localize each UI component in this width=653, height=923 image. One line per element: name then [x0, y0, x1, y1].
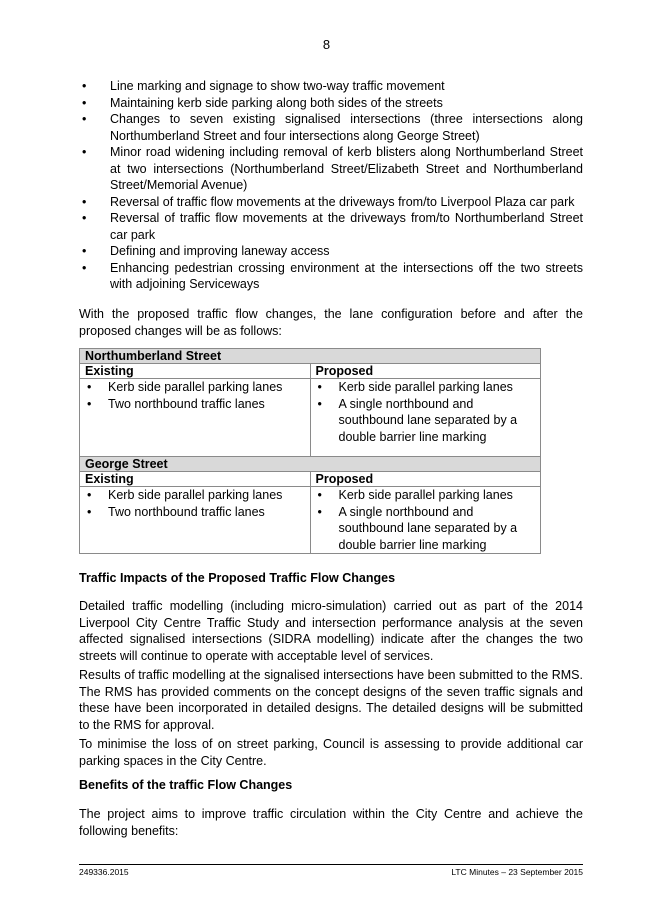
intro-paragraph: With the proposed traffic flow changes, the lane configuration before and after the proposed changes will be as follows:: [79, 307, 583, 338]
bullet-item: • Reversal of traffic flow movements at the driveways from/to Northumberland Street car park: [79, 210, 583, 243]
table-row: [80, 472, 541, 487]
list-item: • Kerb side parallel parking lanes: [316, 379, 536, 396]
table-row: [80, 487, 541, 554]
body-paragraph: To minimise the loss of on street parking, Council is assessing to provide additional car parking spaces in the City Centre.: [79, 737, 583, 768]
minutes-reference: LTC Minutes – 23 September 2015: [451, 867, 583, 877]
proposed-cell: [310, 379, 541, 457]
measures-bullet-list: [79, 78, 583, 293]
bullet-item: • Defining and improving laneway access: [79, 243, 583, 260]
table-row: [80, 364, 541, 379]
footer-divider: [79, 864, 583, 865]
proposed-column-header: Proposed: [310, 472, 541, 487]
table-row: [80, 457, 541, 472]
body-paragraph: The project aims to improve traffic circulation within the City Centre and achieve the following benefits:: [79, 807, 583, 838]
existing-column-header: Existing: [80, 472, 311, 487]
page-number: 8: [322, 37, 331, 52]
bullet-item: • Changes to seven existing signalised intersections (three intersections along Northumberland Street and four intersections along George Street): [79, 111, 583, 144]
bullet-item: • Reversal of traffic flow movements at the driveways from/to Liverpool Plaza car park: [79, 194, 583, 211]
street-header-northumberland: Northumberland Street: [80, 349, 541, 364]
lane-configuration-table: [79, 348, 541, 554]
existing-column-header: Existing: [80, 364, 311, 379]
section-heading-traffic-impacts: Traffic Impacts of the Proposed Traffic Flow Changes: [79, 571, 396, 585]
table-row: [80, 379, 541, 457]
existing-cell: [80, 487, 311, 554]
table-row: [80, 349, 541, 364]
body-paragraph: Detailed traffic modelling (including micro-simulation) carried out as part of the 2014 Liverpool City Centre Traffic Study and intersection performance analysis at the seven affected signalised intersections (SIDRA modelling) indicate after the changes the two streets will continue to operate with acceptable level of services.: [79, 599, 583, 663]
list-item: • Kerb side parallel parking lanes: [85, 487, 305, 504]
body-paragraph: Results of traffic modelling at the signalised intersections have been submitted to the RMS. The RMS has provided comments on the concept designs of the seven traffic signals and these have been incorporated in detailed designs. The detailed designs will be submitted to the RMS for approval.: [79, 668, 583, 732]
street-header-george: George Street: [80, 457, 541, 472]
section-heading-benefits: Benefits of the traffic Flow Changes: [79, 778, 293, 792]
list-item: • Kerb side parallel parking lanes: [316, 487, 536, 504]
proposed-cell: [310, 487, 541, 554]
document-reference: 249336.2015: [79, 867, 129, 877]
proposed-column-header: Proposed: [310, 364, 541, 379]
list-item: • Kerb side parallel parking lanes: [85, 379, 305, 396]
list-item: • Two northbound traffic lanes: [85, 396, 305, 413]
bullet-item: • Enhancing pedestrian crossing environment at the intersections off the two streets with adjoining Serviceways: [79, 260, 583, 293]
existing-cell: [80, 379, 311, 457]
list-item: • Two northbound traffic lanes: [85, 504, 305, 521]
list-item: • A single northbound and southbound lane separated by a double barrier line marking: [316, 396, 536, 446]
list-item: • A single northbound and southbound lane separated by a double barrier line marking: [316, 504, 536, 554]
bullet-item: • Maintaining kerb side parking along both sides of the streets: [79, 95, 583, 112]
bullet-item: • Minor road widening including removal of kerb blisters along Northumberland Street at two intersections (Northumberland Street/Elizabeth Street and Northumberland Street/Memorial Avenue): [79, 144, 583, 194]
bullet-item: • Line marking and signage to show two-way traffic movement: [79, 78, 583, 95]
